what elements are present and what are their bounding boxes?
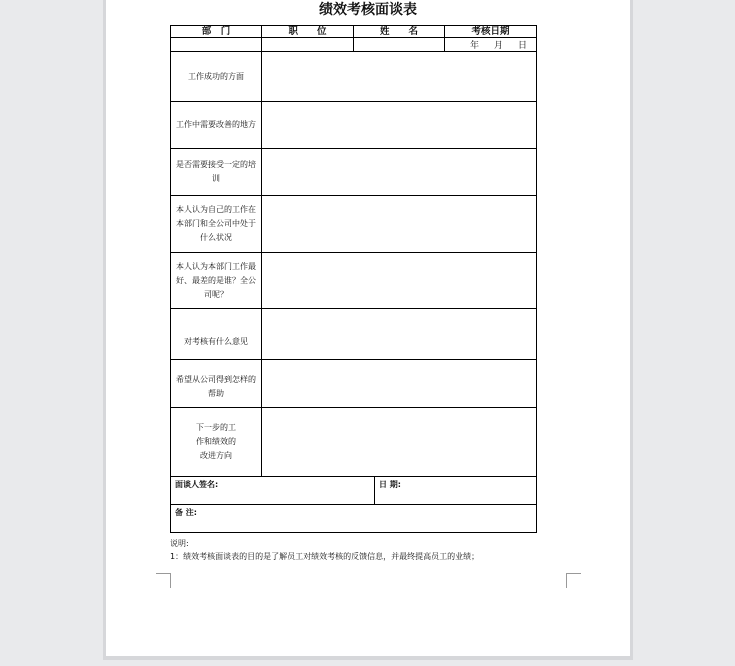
question-row	[171, 253, 537, 309]
header-value-row	[171, 38, 537, 52]
notes-section	[170, 537, 570, 563]
answer-cell[interactable]	[262, 196, 537, 253]
document-page	[106, 0, 630, 656]
department-value[interactable]	[171, 38, 262, 52]
question-label: 对考核有什么意见	[171, 309, 262, 360]
page-margin-mark-left	[156, 573, 171, 588]
question-label: 是否需要接受一定的培训	[171, 149, 262, 196]
question-label: 本人认为本部门工作最好、最差的是谁？全公司呢？	[171, 253, 262, 309]
question-row	[171, 102, 537, 149]
review-date-value[interactable]: 年 月 日	[445, 38, 537, 52]
answer-cell[interactable]	[262, 253, 537, 309]
answer-cell[interactable]	[262, 52, 537, 102]
question-row	[171, 309, 537, 360]
question-row	[171, 196, 537, 253]
question-label: 希望从公司得到怎样的帮助	[171, 360, 262, 408]
interviewer-signature-cell[interactable]: 面谈人签名:	[171, 477, 375, 505]
answer-cell[interactable]	[262, 309, 537, 360]
appraisal-form-table	[170, 25, 537, 533]
name-value[interactable]	[354, 38, 445, 52]
answer-cell[interactable]	[262, 408, 537, 477]
department-header: 部 门	[171, 26, 262, 38]
form-title: 绩效考核面谈表	[319, 2, 417, 18]
notes-heading: 说明:	[170, 539, 189, 548]
signature-row	[171, 477, 537, 505]
answer-cell[interactable]	[262, 102, 537, 149]
question-label: 本人认为自己的工作在本部门和全公司中处于什么状况	[171, 196, 262, 253]
question-label: 工作成功的方面	[171, 52, 262, 102]
header-row	[171, 26, 537, 38]
position-header: 职 位	[262, 26, 354, 38]
question-row	[171, 52, 537, 102]
question-row	[171, 408, 537, 477]
position-value[interactable]	[262, 38, 354, 52]
remarks-cell[interactable]: 备 注:	[171, 505, 537, 533]
question-row	[171, 149, 537, 196]
question-label: 下一步的工作和绩效的改进方向	[171, 408, 262, 477]
notes-line: 1：绩效考核面谈表的目的是了解员工对绩效考核的反馈信息，并最终提高员工的业绩；	[170, 552, 480, 561]
remarks-row	[171, 505, 537, 533]
interview-date-cell[interactable]: 日 期:	[375, 477, 537, 505]
answer-cell[interactable]	[262, 360, 537, 408]
page-margin-mark-right	[566, 573, 581, 588]
answer-cell[interactable]	[262, 149, 537, 196]
question-label: 工作中需要改善的地方	[171, 102, 262, 149]
review-date-header: 考核日期	[445, 26, 537, 38]
name-header: 姓 名	[354, 26, 445, 38]
question-row	[171, 360, 537, 408]
